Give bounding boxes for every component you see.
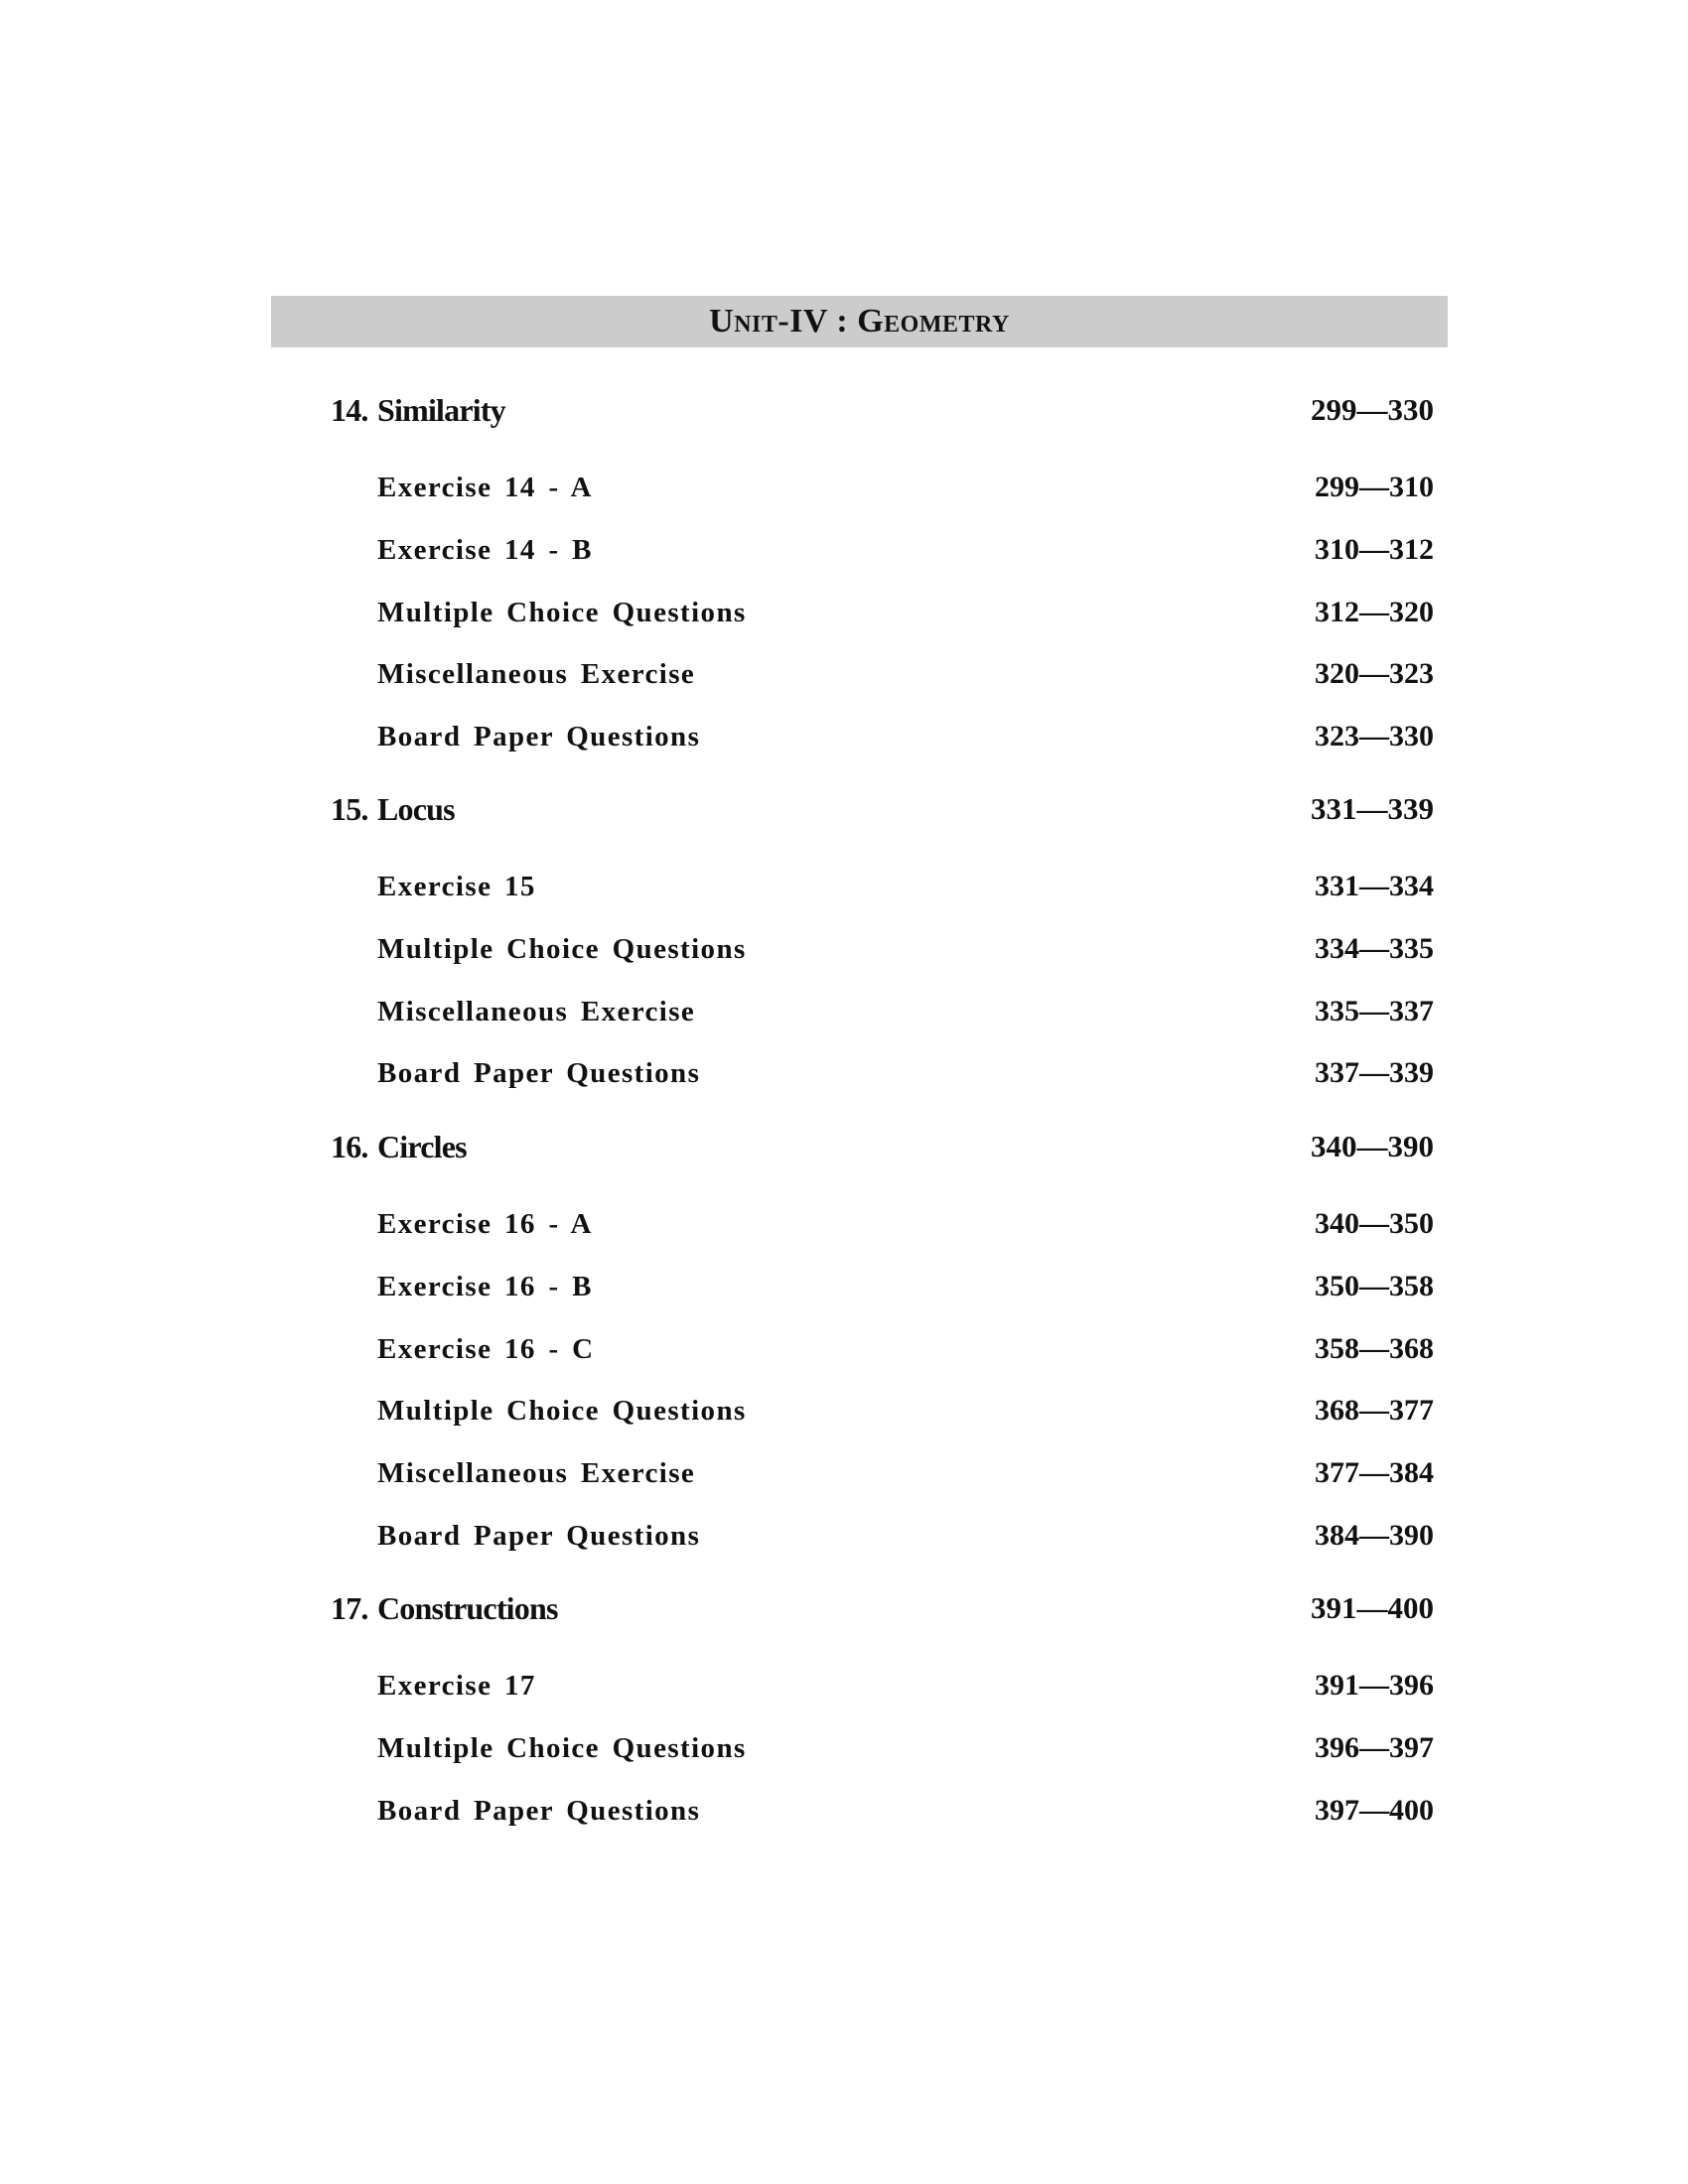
toc-entry[interactable] bbox=[0, 525, 1688, 575]
entry-label: Exercise 17 bbox=[377, 1670, 536, 1702]
entry-page-range: 323—330 bbox=[1315, 720, 1434, 752]
entry-label: Exercise 16 - A bbox=[377, 1208, 593, 1240]
toc-entry[interactable] bbox=[0, 1262, 1688, 1311]
entry-page-range: 299—310 bbox=[1315, 471, 1434, 503]
toc-entry[interactable] bbox=[0, 649, 1688, 699]
entry-page-range: 337—339 bbox=[1315, 1056, 1434, 1089]
entry-label: Miscellaneous Exercise bbox=[377, 1457, 696, 1489]
entry-label: Exercise 16 - C bbox=[377, 1333, 595, 1365]
entry-label: Board Paper Questions bbox=[377, 1520, 701, 1552]
entry-label: Exercise 15 bbox=[377, 871, 536, 902]
chapter-title: Circles bbox=[377, 1129, 467, 1164]
entry-label: Exercise 14 - A bbox=[377, 472, 593, 503]
entry-label: Miscellaneous Exercise bbox=[377, 658, 696, 690]
chapter-row[interactable] bbox=[0, 784, 1688, 834]
entry-page-range: 368—377 bbox=[1315, 1394, 1434, 1427]
toc-entry[interactable] bbox=[0, 1199, 1688, 1249]
chapter-number: 16. bbox=[331, 1129, 368, 1164]
entry-label: Miscellaneous Exercise bbox=[377, 996, 696, 1027]
entry-label: Multiple Choice Questions bbox=[377, 933, 747, 965]
toc-entry[interactable] bbox=[0, 1661, 1688, 1710]
entry-page-range: 320—323 bbox=[1315, 657, 1434, 690]
chapter-page-range: 340—390 bbox=[1311, 1129, 1434, 1163]
chapter-page-range: 331—339 bbox=[1311, 791, 1434, 826]
entry-label: Exercise 14 - B bbox=[377, 534, 593, 566]
chapter-page-range: 299—330 bbox=[1311, 392, 1434, 427]
entry-page-range: 340—350 bbox=[1315, 1207, 1434, 1240]
chapter-title: Locus bbox=[377, 791, 455, 827]
toc-entry[interactable] bbox=[0, 1723, 1688, 1773]
entry-page-range: 334—335 bbox=[1315, 932, 1434, 965]
entry-label: Board Paper Questions bbox=[377, 721, 701, 752]
entry-page-range: 358—368 bbox=[1315, 1332, 1434, 1365]
toc-entry[interactable] bbox=[0, 924, 1688, 974]
chapter-row[interactable] bbox=[0, 385, 1688, 435]
entry-page-range: 397—400 bbox=[1315, 1794, 1434, 1827]
entry-page-range: 312—320 bbox=[1315, 596, 1434, 628]
entry-label: Board Paper Questions bbox=[377, 1795, 701, 1827]
entry-page-range: 331—334 bbox=[1315, 870, 1434, 902]
entry-label: Multiple Choice Questions bbox=[377, 1732, 747, 1764]
toc-entry[interactable] bbox=[0, 987, 1688, 1036]
entry-page-range: 391—396 bbox=[1315, 1669, 1434, 1702]
toc-entry[interactable] bbox=[0, 1511, 1688, 1561]
toc-entry[interactable] bbox=[0, 1786, 1688, 1836]
chapter-page-range: 391—400 bbox=[1311, 1590, 1434, 1625]
entry-label: Board Paper Questions bbox=[377, 1057, 701, 1089]
toc-entry[interactable] bbox=[0, 712, 1688, 761]
toc-entry[interactable] bbox=[0, 862, 1688, 911]
toc-entry[interactable] bbox=[0, 1324, 1688, 1374]
chapter-number: 14. bbox=[331, 392, 368, 428]
unit-heading-text: Unit-IV : Geometry bbox=[709, 303, 1010, 340]
chapter-row[interactable] bbox=[0, 1122, 1688, 1171]
chapter-title: Constructions bbox=[377, 1590, 558, 1626]
entry-label: Exercise 16 - B bbox=[377, 1271, 593, 1302]
entry-label: Multiple Choice Questions bbox=[377, 1395, 747, 1427]
chapter-number: 17. bbox=[331, 1590, 368, 1626]
toc-entry[interactable] bbox=[0, 1448, 1688, 1498]
chapter-title: Similarity bbox=[377, 392, 505, 428]
entry-page-range: 396—397 bbox=[1315, 1731, 1434, 1764]
chapter-number: 15. bbox=[331, 791, 368, 827]
entry-page-range: 350—358 bbox=[1315, 1270, 1434, 1302]
chapter-row[interactable] bbox=[0, 1583, 1688, 1633]
toc-entry[interactable] bbox=[0, 1048, 1688, 1098]
toc-entry[interactable] bbox=[0, 463, 1688, 512]
toc-entry[interactable] bbox=[0, 1386, 1688, 1435]
entry-page-range: 335—337 bbox=[1315, 995, 1434, 1027]
entry-page-range: 384—390 bbox=[1315, 1519, 1434, 1552]
entry-page-range: 377—384 bbox=[1315, 1456, 1434, 1489]
entry-label: Multiple Choice Questions bbox=[377, 597, 747, 628]
toc-entry[interactable] bbox=[0, 588, 1688, 637]
entry-page-range: 310—312 bbox=[1315, 533, 1434, 566]
